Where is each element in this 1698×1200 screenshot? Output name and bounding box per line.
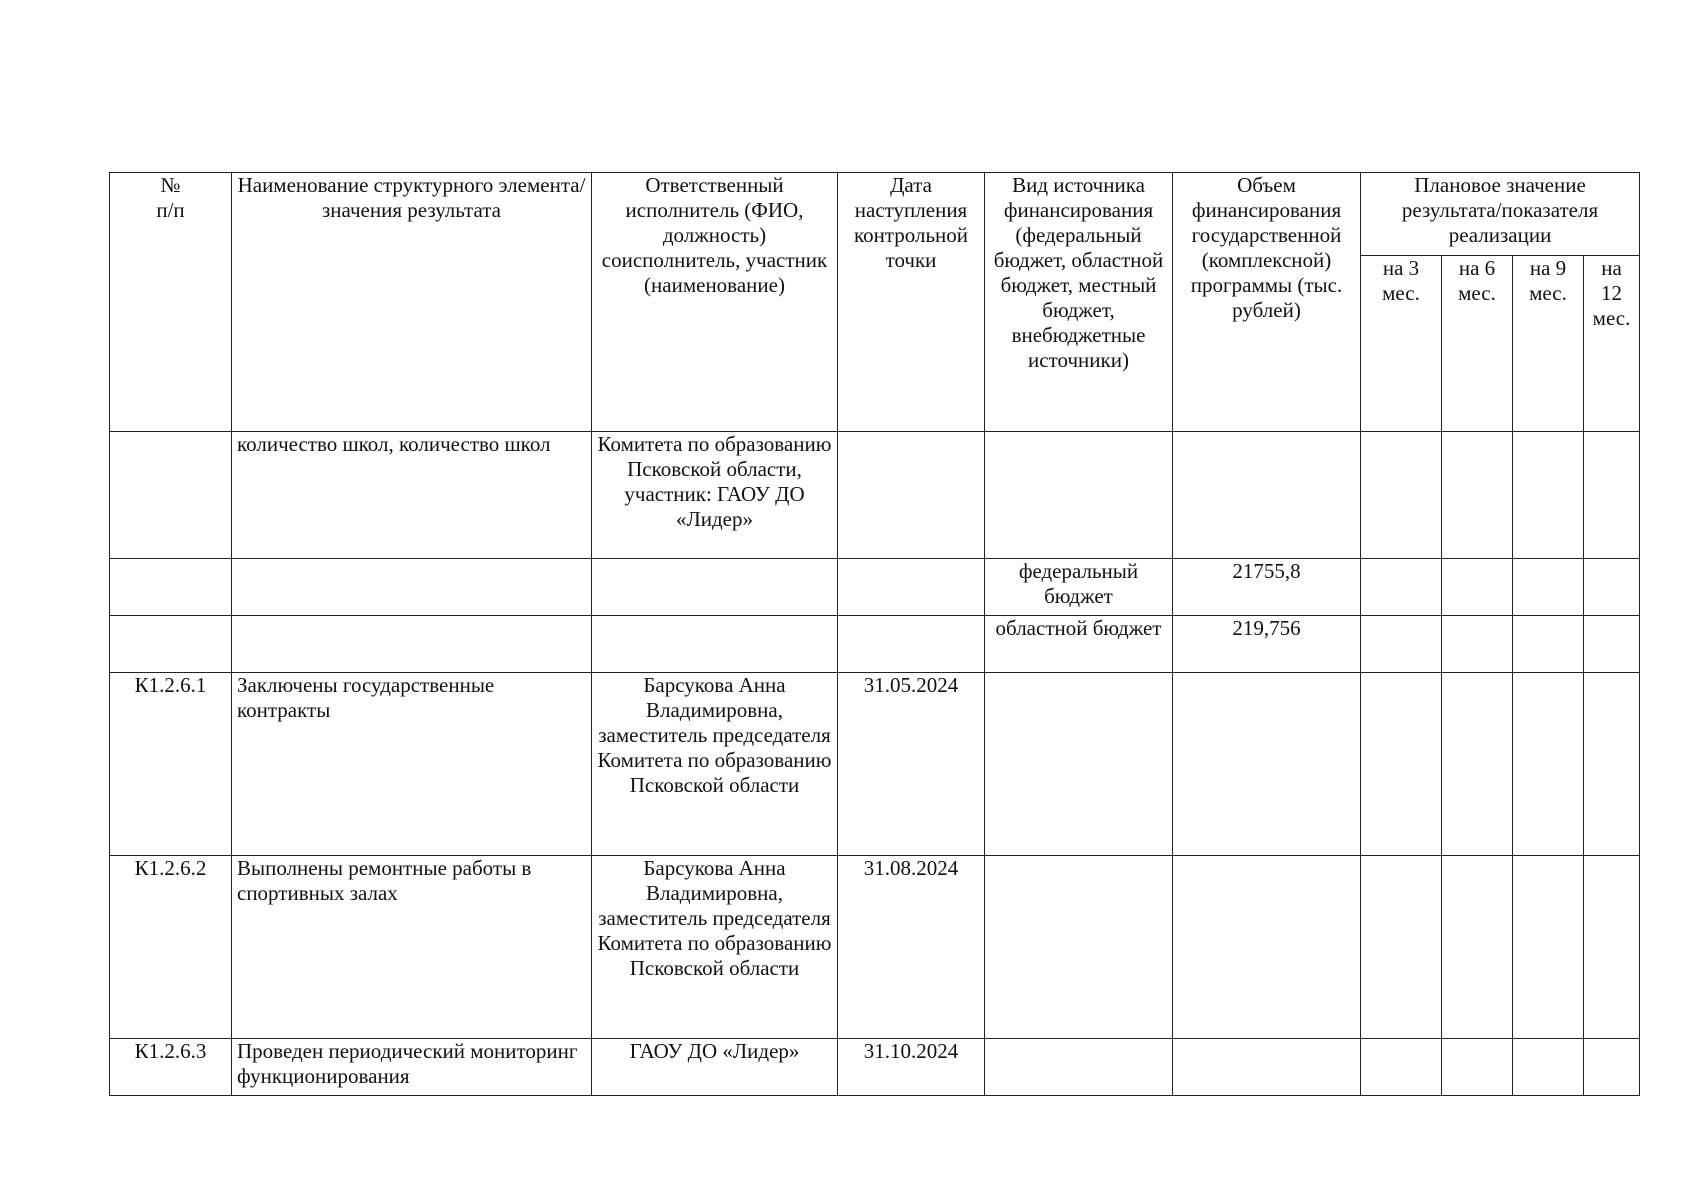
- row-m9: [1513, 856, 1584, 1039]
- row-source: областной бюджет: [985, 616, 1173, 673]
- header-source: Вид источника финансирования (федеральный бюджет, областной бюджет, местный бюджет, внебюджетные источники): [985, 173, 1173, 432]
- row-responsible: Комитета по образованию Псковской области, участник: ГАОУ ДО «Лидер»: [592, 432, 838, 559]
- row-responsible: Барсукова Анна Владимировна, заместитель председателя Комитета по образованию Псковской области: [592, 673, 838, 856]
- row-m3: [1361, 673, 1442, 856]
- row-volume: [1173, 1039, 1361, 1096]
- header-m6: на 6 мес.: [1442, 256, 1513, 432]
- row-m3: [1361, 856, 1442, 1039]
- row-num: [110, 616, 232, 673]
- row-date: [838, 432, 985, 559]
- row-m12: [1584, 1039, 1640, 1096]
- row-volume: [1173, 856, 1361, 1039]
- row-m6: [1442, 856, 1513, 1039]
- row-m12: [1584, 432, 1640, 559]
- table-row: [110, 1039, 1640, 1096]
- row-name: [232, 559, 592, 616]
- row-date: 31.10.2024: [838, 1039, 985, 1096]
- table-row: [110, 673, 1640, 856]
- row-m3: [1361, 1039, 1442, 1096]
- row-name: [232, 616, 592, 673]
- row-source: [985, 673, 1173, 856]
- table-row: [110, 616, 1640, 673]
- row-name: Выполнены ремонтные работы в спортивных залах: [232, 856, 592, 1039]
- header-num: № п/п: [110, 173, 232, 432]
- row-date: [838, 616, 985, 673]
- table-row: [110, 856, 1640, 1039]
- row-num: [110, 432, 232, 559]
- row-m9: [1513, 1039, 1584, 1096]
- row-volume: 21755,8: [1173, 559, 1361, 616]
- row-date: 31.08.2024: [838, 856, 985, 1039]
- header-name: Наименование структурного элемента/ значения результата: [232, 173, 592, 432]
- row-num: К1.2.6.3: [110, 1039, 232, 1096]
- row-m12: [1584, 616, 1640, 673]
- row-m12: [1584, 856, 1640, 1039]
- header-responsible: Ответственный исполнитель (ФИО, должность) соисполнитель, участник (наименование): [592, 173, 838, 432]
- row-source: федеральный бюджет: [985, 559, 1173, 616]
- row-name: количество школ, количество школ: [232, 432, 592, 559]
- row-name: Проведен периодический мониторинг функционирования: [232, 1039, 592, 1096]
- row-name: Заключены государственные контракты: [232, 673, 592, 856]
- header-m12: на 12 мес.: [1584, 256, 1640, 432]
- plan-table: [109, 172, 1640, 1096]
- row-m9: [1513, 616, 1584, 673]
- table-row: [110, 559, 1640, 616]
- row-m9: [1513, 673, 1584, 856]
- row-m6: [1442, 559, 1513, 616]
- row-num: [110, 559, 232, 616]
- row-responsible: [592, 616, 838, 673]
- row-source: [985, 432, 1173, 559]
- row-m6: [1442, 673, 1513, 856]
- row-m3: [1361, 559, 1442, 616]
- row-date: [838, 559, 985, 616]
- header-date: Дата наступления контрольной точки: [838, 173, 985, 432]
- row-volume: [1173, 673, 1361, 856]
- header-m3: на 3 мес.: [1361, 256, 1442, 432]
- row-m6: [1442, 432, 1513, 559]
- row-responsible: [592, 559, 838, 616]
- row-m6: [1442, 616, 1513, 673]
- row-volume: [1173, 432, 1361, 559]
- row-responsible: ГАОУ ДО «Лидер»: [592, 1039, 838, 1096]
- row-m6: [1442, 1039, 1513, 1096]
- row-m12: [1584, 673, 1640, 856]
- row-m3: [1361, 616, 1442, 673]
- row-m9: [1513, 559, 1584, 616]
- row-source: [985, 1039, 1173, 1096]
- row-m9: [1513, 432, 1584, 559]
- row-m12: [1584, 559, 1640, 616]
- row-responsible: Барсукова Анна Владимировна, заместитель председателя Комитета по образованию Псковской области: [592, 856, 838, 1039]
- table-row: [110, 432, 1640, 559]
- row-source: [985, 856, 1173, 1039]
- row-volume: 219,756: [1173, 616, 1361, 673]
- row-num: К1.2.6.2: [110, 856, 232, 1039]
- header-m9: на 9 мес.: [1513, 256, 1584, 432]
- header-volume: Объем финансирования государственной (комплексной) программы (тыс. рублей): [1173, 173, 1361, 432]
- header-planned: Плановое значение результата/показателя реализации: [1361, 173, 1640, 256]
- row-m3: [1361, 432, 1442, 559]
- row-num: К1.2.6.1: [110, 673, 232, 856]
- row-date: 31.05.2024: [838, 673, 985, 856]
